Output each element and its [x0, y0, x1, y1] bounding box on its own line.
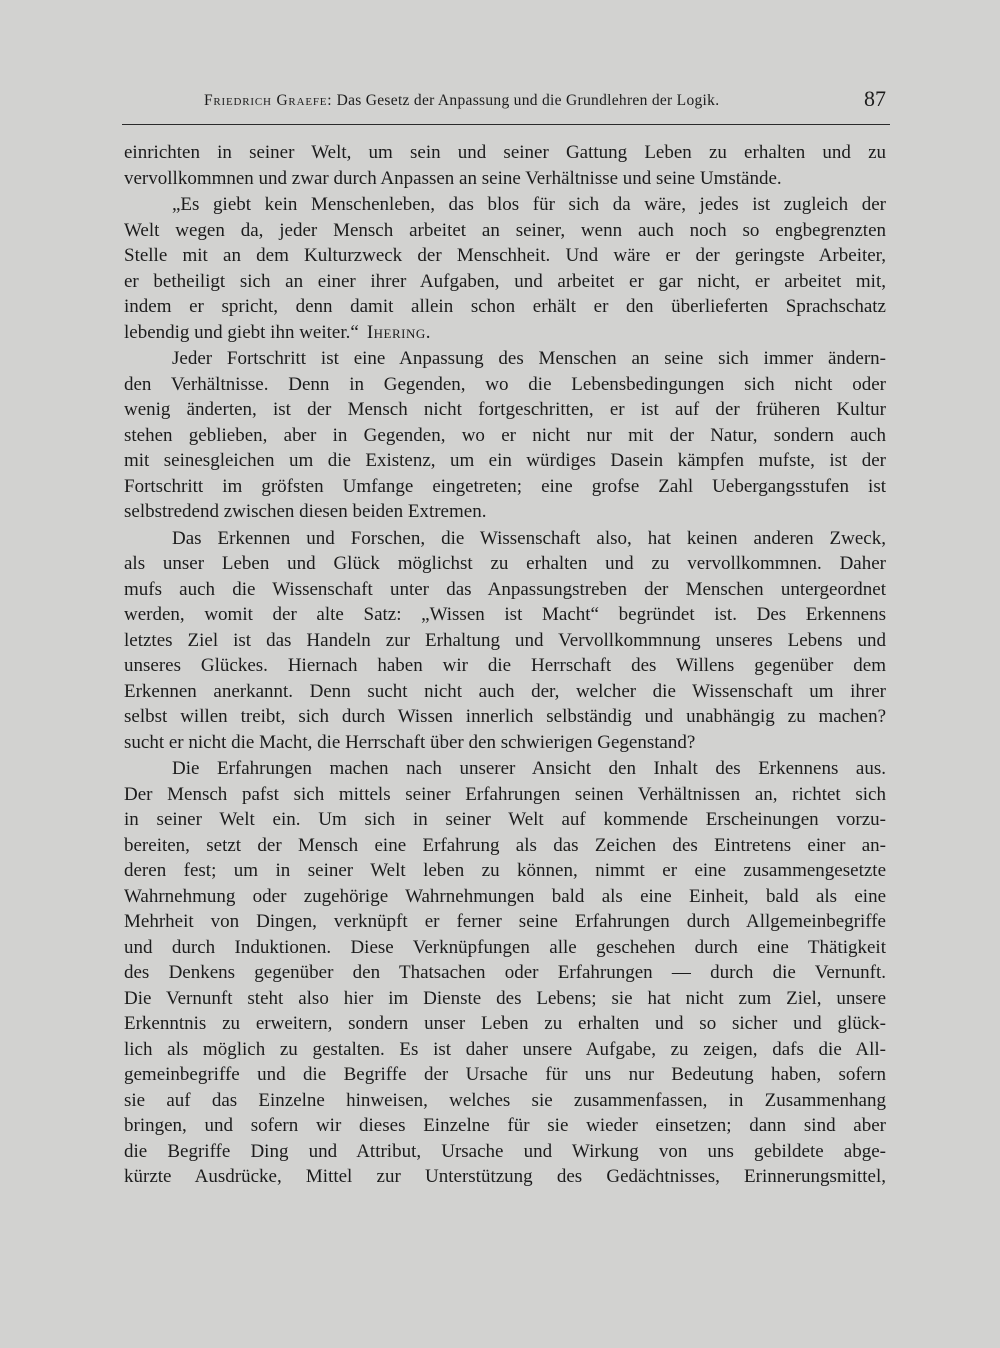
text-line: lebendig und giebt ihn weiter.“	[124, 321, 359, 343]
text-line: wenig änderten, ist der Mensch nicht fortgeschritten, er ist auf der früheren Kultur	[124, 399, 886, 420]
text-line: bringen, und sofern wir dieses Einzelne für sie wieder einsetzen; dann sind aber	[124, 1115, 886, 1136]
paragraph	[124, 756, 886, 1190]
text-line: Das Erkennen und Forschen, die Wissenschaft also, hat keinen anderen Zweck,	[172, 527, 886, 549]
page-number: 87	[864, 86, 886, 111]
text-line-with-attribution	[124, 320, 886, 346]
text-line: indem er spricht, denn damit allein schon erhält er den überlieferten Sprachschatz	[124, 296, 886, 317]
text-line: Wahrnehmung oder zugehörige Wahrnehmungen bald als eine Einheit, bald als eine	[124, 885, 886, 907]
text-line: kürzte Ausdrücke, Mittel zur Unterstützung des Gedächtnisses, Erinnerungsmittel,	[124, 1166, 886, 1187]
header-title-line	[204, 92, 719, 110]
text-line: Welt wegen da, jeder Mensch arbeitet an seiner, wenn auch noch so engbegrenzten	[124, 219, 886, 241]
text-line: den Verhältnisse. Denn in Gegenden, wo die Lebensbedingungen sich nicht oder	[124, 373, 886, 395]
text-line: Jeder Fortschritt ist eine Anpassung des Menschen an seine sich immer ändern-	[172, 348, 886, 369]
text-line: einrichten in seiner Welt, um sein und seiner Gattung Leben zu erhalten und zu	[124, 142, 886, 163]
text-line: als unser Leben und Glück möglichst zu erhalten und zu vervollkommnen. Daher	[124, 553, 886, 574]
text-line: selbst willen treibt, sich durch Wissen innerlich selbständig und unabhängig zu machen?	[124, 706, 886, 727]
text-line: selbstredend zwischen diesen beiden Extremen.	[124, 501, 487, 522]
header-author: Friedrich Graefe:	[204, 92, 333, 109]
running-header	[122, 88, 890, 125]
paragraph	[124, 346, 886, 525]
text-line: und durch Induktionen. Diese Verknüpfungen alle geschehen durch eine Thätigkeit	[124, 936, 886, 958]
text-line: stehen geblieben, aber in Gegenden, wo er nicht nur mit der Natur, sondern auch	[124, 424, 886, 446]
text-line: Mehrheit von Dingen, verknüpft er ferner seine Erfahrungen durch Allgemeinbegriffe	[124, 911, 886, 932]
text-line: gemeinbegriffe und die Begriffe der Ursache für uns nur Bedeutung haben, sofern	[124, 1064, 886, 1085]
text-line: lich als möglich zu gestalten. Es ist daher unsere Aufgabe, zu zeigen, dafs die All-	[124, 1038, 886, 1060]
text-line: deren fest; um in seiner Welt leben zu können, nimmt er eine zusammengesetzte	[124, 860, 886, 881]
text-line: Erkennen anerkannt. Denn sucht nicht auch der, welcher die Wissenschaft um ihrer	[124, 680, 886, 702]
text-line: die Begriffe Ding und Attribut, Ursache und Wirkung von uns gebildete abge-	[124, 1140, 886, 1162]
text-line: Die Erfahrungen machen nach unserer Ansicht den Inhalt des Erkennens aus.	[172, 758, 886, 779]
paragraph	[124, 526, 886, 756]
text-line: werden, womit der alte Satz: „Wissen ist Macht“ begründet ist. Des Erkennens	[124, 604, 886, 625]
text-line: er betheiligt sich an einer ihrer Aufgaben, und arbeitet er gar nicht, er arbeitet mit,	[124, 270, 886, 292]
text-line: mit seinesgleichen um die Existenz, um ein würdiges Dasein kämpfen mufste, ist der	[124, 450, 886, 471]
text-line: Die Vernunft steht also hier im Dienste des Lebens; sie hat nicht zum Ziel, unsere	[124, 987, 886, 1009]
text-line: des Denkens gegenüber den Thatsachen oder Erfahrungen — durch die Vernunft.	[124, 962, 886, 983]
text-line: vervollkommnen und zwar durch Anpassen an seine Verhältnisse und seine Umstände.	[124, 167, 782, 189]
quote-attribution: Ihering.	[366, 321, 431, 343]
text-line: sie auf das Einzelne hinweisen, welches sie zusammenfassen, in Zusammenhang	[124, 1089, 886, 1111]
text-line: sucht er nicht die Macht, die Herrschaft über den schwierigen Gegenstand?	[124, 731, 696, 753]
text-line: Fortschritt im gröfsten Umfange eingetreten; eine grofse Zahl Uebergangsstufen ist	[124, 475, 886, 497]
text-line: in seiner Welt ein. Um sich in seiner Welt auf kommende Erscheinungen vorzu-	[124, 809, 886, 830]
text-line: Stelle mit an dem Kulturzweck der Menschheit. Und wäre er der geringste Arbeiter,	[124, 245, 886, 266]
text-line: unseres Glückes. Hiernach haben wir die Herrschaft des Willens gegenüber dem	[124, 655, 886, 676]
header-title: Das Gesetz der Anpassung und die Grundlehren der Logik.	[336, 92, 720, 109]
text-line: mufs auch die Wissenschaft unter das Anpassungstreben der Menschen untergeordnet	[124, 578, 886, 600]
text-line: Erkenntnis zu erweitern, sondern unser Leben zu erhalten und so sicher und glück-	[124, 1013, 886, 1034]
quotation-paragraph	[124, 192, 886, 345]
text-line: „Es giebt kein Menschenleben, das blos für sich da wäre, jedes ist zugleich der	[172, 194, 886, 215]
text-line: Der Mensch pafst sich mittels seiner Erfahrungen seinen Verhältnissen an, richtet sich	[124, 783, 886, 805]
body-text	[124, 140, 886, 1191]
text-line: bereiten, setzt der Mensch eine Erfahrung als das Zeichen des Eintretens einer an-	[124, 834, 886, 856]
text-line: letztes Ziel ist das Handeln zur Erhaltung und Vervollkommnung unseres Lebens und	[124, 629, 886, 651]
paragraph	[124, 140, 886, 191]
